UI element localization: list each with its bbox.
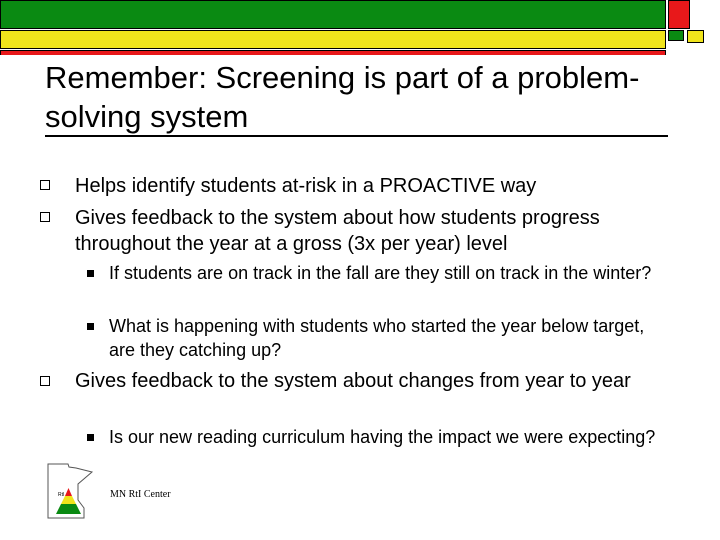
header-square-yellow	[687, 30, 704, 43]
header-square-green	[668, 30, 684, 41]
footer-text: MN RtI Center	[110, 489, 171, 500]
sub-bullet-text: What is happening with students who started the year below target, are they catching up?	[109, 316, 645, 360]
bullet-text: Helps identify students at-risk in a PROACTIVE way	[75, 175, 537, 197]
hollow-square-bullet-icon	[40, 180, 50, 190]
sub-bullet-text: Is our new reading curriculum having the impact we were expecting?	[109, 427, 656, 447]
title-underline	[45, 135, 668, 137]
filled-square-bullet-icon	[87, 323, 94, 330]
slide-title: Remember: Screening is part of a problem-solving system	[45, 60, 640, 134]
sub-bullet-text: If students are on track in the fall are they still on track in the winter?	[109, 263, 652, 283]
filled-square-bullet-icon	[87, 434, 94, 441]
hollow-square-bullet-icon	[40, 376, 50, 386]
logo-label: RtI	[58, 492, 65, 498]
bullet-text: Gives feedback to the system about how students progress throughout the year at a gross (3x per year) level	[75, 207, 600, 255]
mn-rti-logo	[46, 462, 96, 520]
header-bar-green	[0, 0, 666, 29]
bullet-text: Gives feedback to the system about changes from year to year	[75, 370, 631, 392]
hollow-square-bullet-icon	[40, 212, 50, 222]
filled-square-bullet-icon	[87, 270, 94, 277]
header-square-red	[668, 0, 690, 29]
header-bar-yellow	[0, 30, 666, 49]
